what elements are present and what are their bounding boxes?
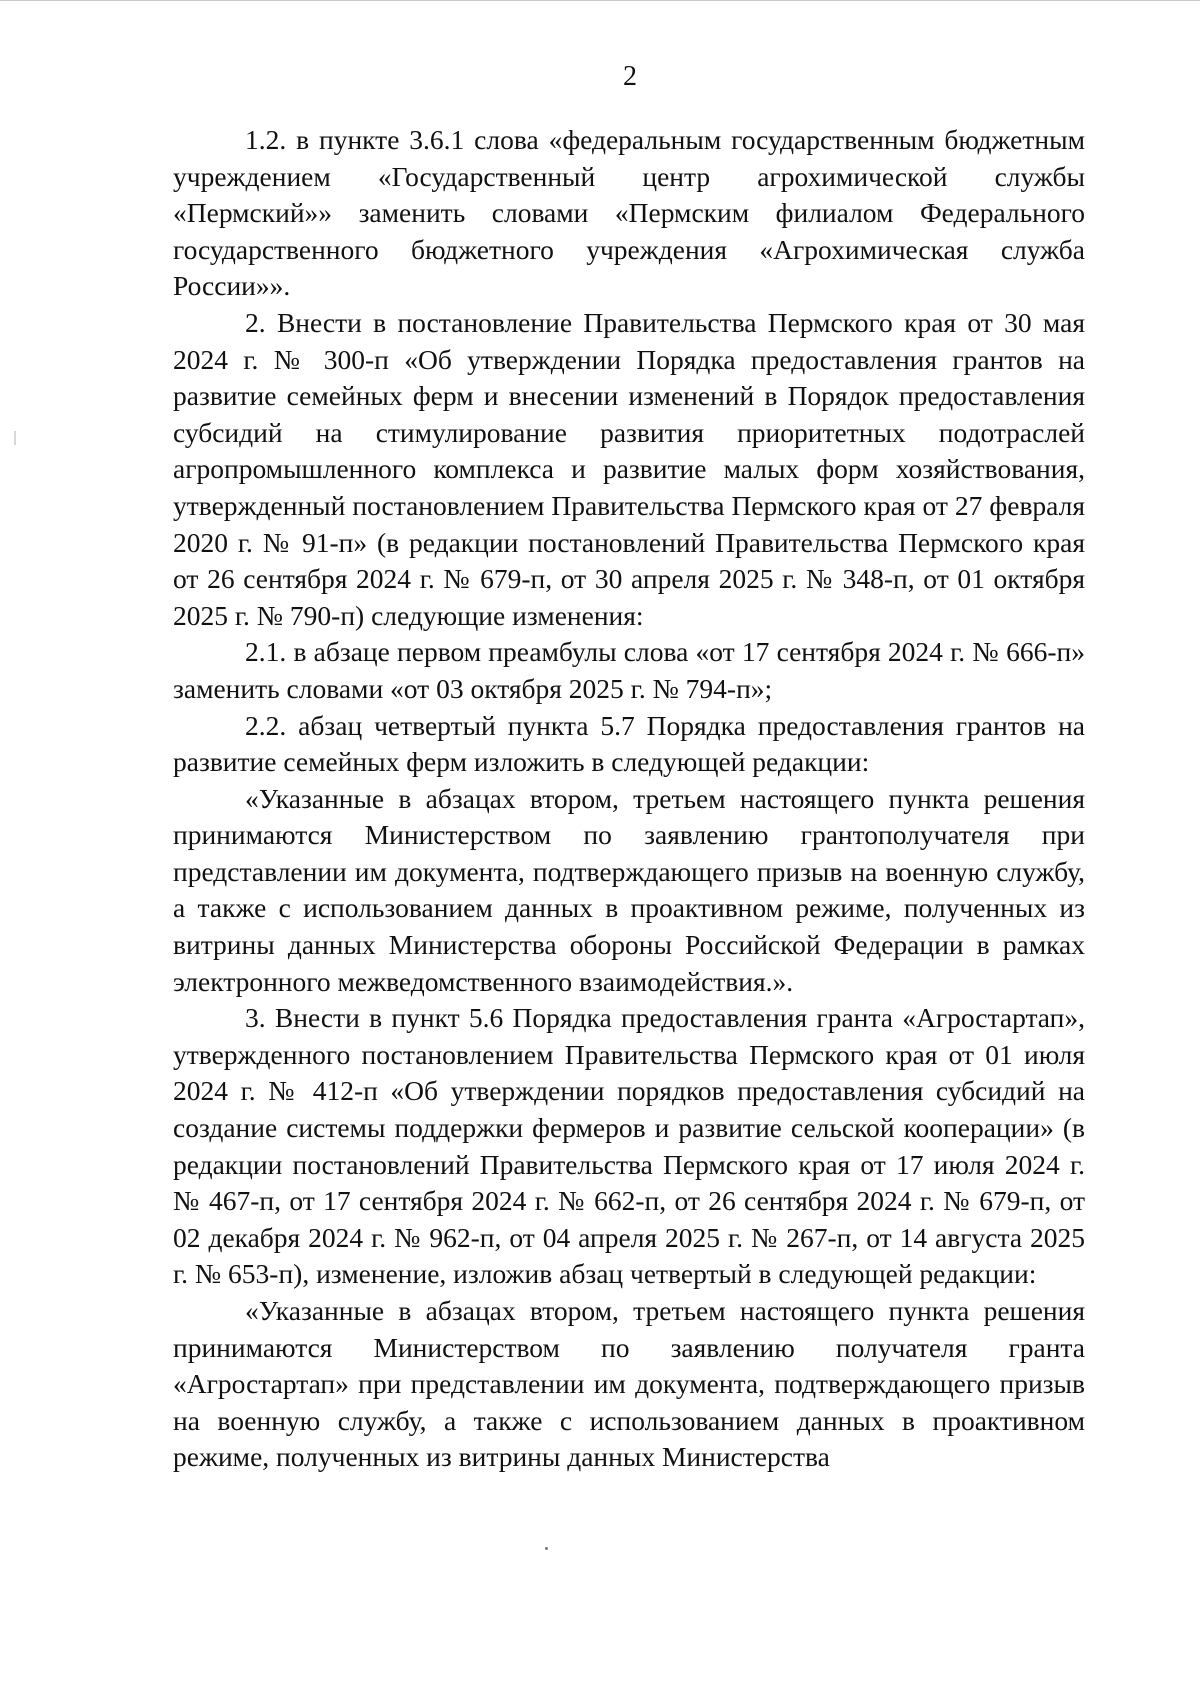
paragraph-3: 3. Внести в пункт 5.6 Порядка предоставления гранта «Агростартап», утвержденного постановлением Правительства Пермского края от 01 июля 2024 г. № 412-п «Об утверждении порядков предоставления субсидий на создание системы поддержки фермеров и развитие сельской кооперации» (в редакции постановлений Правительства Пермского края от 17 июля 2024 г. № 467-п, от 17 сентября 2024 г. № 662-п, от 26 сентября 2024 г. № 679-п, от 02 декабря 2024 г. № 962-п, от 04 апреля 2025 г. № 267-п, от 14 августа 2025 г. № 653-п), изменение, изложив абзац четвертый в следующей редакции: [173,1002,1085,1290]
scan-artifact [14,431,16,445]
page-number: 2 [623,61,637,92]
document-body [173,122,1085,1476]
paragraph-1-2: 1.2. в пункте 3.6.1 слова «федеральным государственным бюджетным учреждением «Государственный центр агрохимической службы «Пермский»» заменить словами «Пермским филиалом Федерального государственного бюджетного учреждения «Агрохимическая служба России»». [173,124,1085,302]
paragraph-2-2: 2.2. абзац четвертый пункта 5.7 Порядка предоставления грантов на развитие семейных ферм изложить в следующей редакции: [173,709,1085,778]
scan-speck [545,1547,548,1550]
paragraph-quote-2: «Указанные в абзацах втором, третьем настоящего пункта решения принимаются Министерством по заявлению получателя гранта «Агростартап» при представлении им документа, подтверждающего призыв на военную службу, а также с использованием данных в проактивном режиме, полученных из витрины данных Министерства [173,1295,1085,1473]
paragraph-2: 2. Внести в постановление Правительства Пермского края от 30 мая 2024 г. № 300-п «Об утверждении Порядка предоставления грантов на развитие семейных ферм и внесении изменений в Порядок предоставления субсидий на стимулирование развития приоритетных подотраслей агропромышленного комплекса и развитие малых форм хозяйствования, утвержденный постановлением Правительства Пермского края от 27 февраля 2020 г. № 91-п» (в редакции постановлений Правительства Пермского края от 26 сентября 2024 г. № 679-п, от 30 апреля 2025 г. № 348-п, от 01 октября 2025 г. № 790-п) следующие изменения: [173,306,1085,631]
paragraph-quote-1: «Указанные в абзацах втором, третьем настоящего пункта решения принимаются Министерством по заявлению грантополучателя при представлении им документа, подтверждающего призыв на военную службу, а также с использованием данных в проактивном режиме, полученных из витрины данных Министерства обороны Российской Федерации в рамках электронного межведомственного взаимодействия.». [173,782,1085,997]
paragraph-2-1: 2.1. в абзаце первом преамбулы слова «от 17 сентября 2024 г. № 666-п» заменить словами «от 03 октября 2025 г. № 794-п»; [173,636,1085,704]
